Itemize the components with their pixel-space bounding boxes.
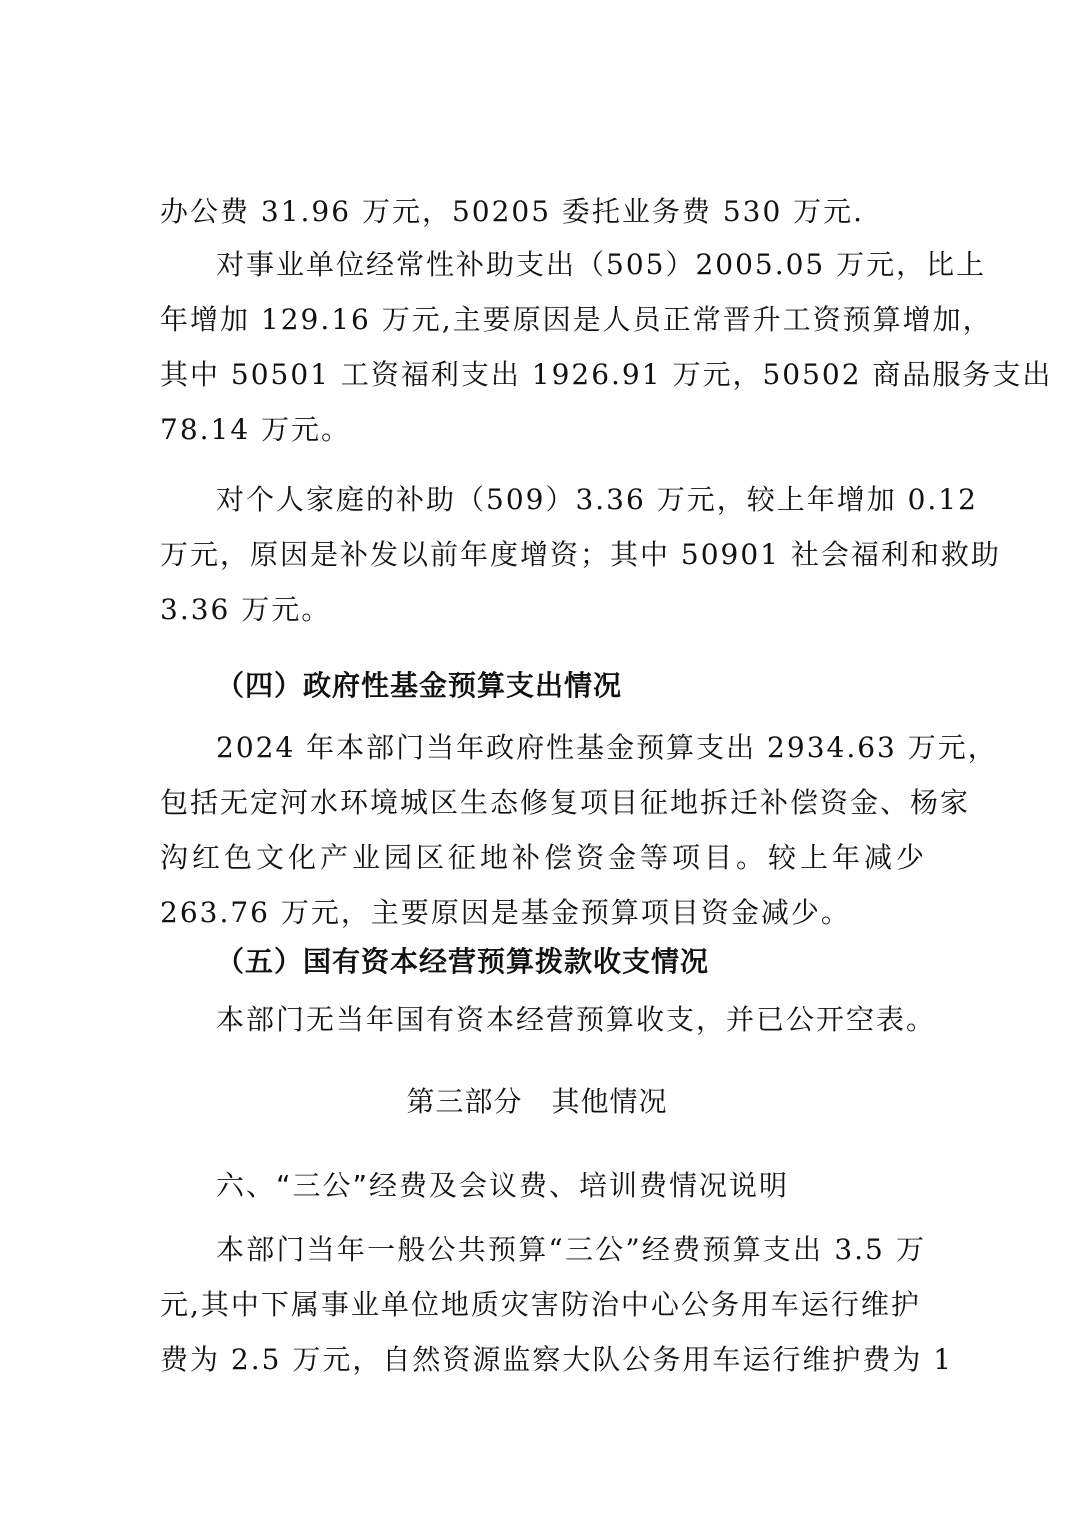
section-heading-sangong: 六、“三公”经费及会议费、培训费情况说明 [216, 1169, 790, 1202]
paragraph-sangong-line-2: 元,其中下属事业单位地质灾害防治中心公务用车运行维护 [160, 1288, 921, 1321]
paragraph-505-line-1: 对事业单位经常性补助支出（505）2005.05 万元，比上 [216, 248, 987, 281]
paragraph-505-line-3: 其中 50501 工资福利支出 1926.91 万元，50502 商品服务支出 [160, 358, 1053, 391]
paragraph-fund-line-2: 包括无定河水环境城区生态修复项目征地拆迁补偿资金、杨家 [160, 786, 971, 819]
paragraph-505-line-2: 年增加 129.16 万元,主要原因是人员正常晋升工资预算增加， [160, 303, 993, 336]
paragraph-509-line-1: 对个人家庭的补助（509）3.36 万元，较上年增加 0.12 [216, 483, 978, 516]
paragraph-fund-line-4: 263.76 万元，主要原因是基金预算项目资金减少。 [160, 896, 851, 929]
part-title: 第三部分 其他情况 [406, 1085, 668, 1118]
paragraph-sangong-line-1: 本部门当年一般公共预算“三公”经费预算支出 3.5 万 [216, 1233, 926, 1266]
paragraph-state-capital-line-1: 本部门无当年国有资本经营预算收支，并已公开空表。 [216, 1003, 937, 1036]
paragraph-fund-line-3: 沟红色文化产业园区征地补偿资金等项目。较上年减少 [160, 841, 926, 874]
paragraph-sangong-line-3: 费为 2.5 万元，自然资源监察大队公务用车运行维护费为 1 [160, 1343, 954, 1376]
paragraph-509-line-3: 3.36 万元。 [160, 593, 332, 626]
paragraph-505-line-4: 78.14 万元。 [160, 413, 352, 446]
paragraph-continuation-line: 办公费 31.96 万元，50205 委托业务费 530 万元. [160, 195, 865, 228]
paragraph-509-line-2: 万元，原因是补发以前年度增资；其中 50901 社会福利和救助 [160, 538, 1001, 571]
heading-state-capital: （五）国有资本经营预算拨款收支情况 [216, 945, 710, 978]
paragraph-fund-line-1: 2024 年本部门当年政府性基金预算支出 2934.63 万元， [216, 731, 998, 764]
heading-government-fund: （四）政府性基金预算支出情况 [216, 669, 623, 702]
